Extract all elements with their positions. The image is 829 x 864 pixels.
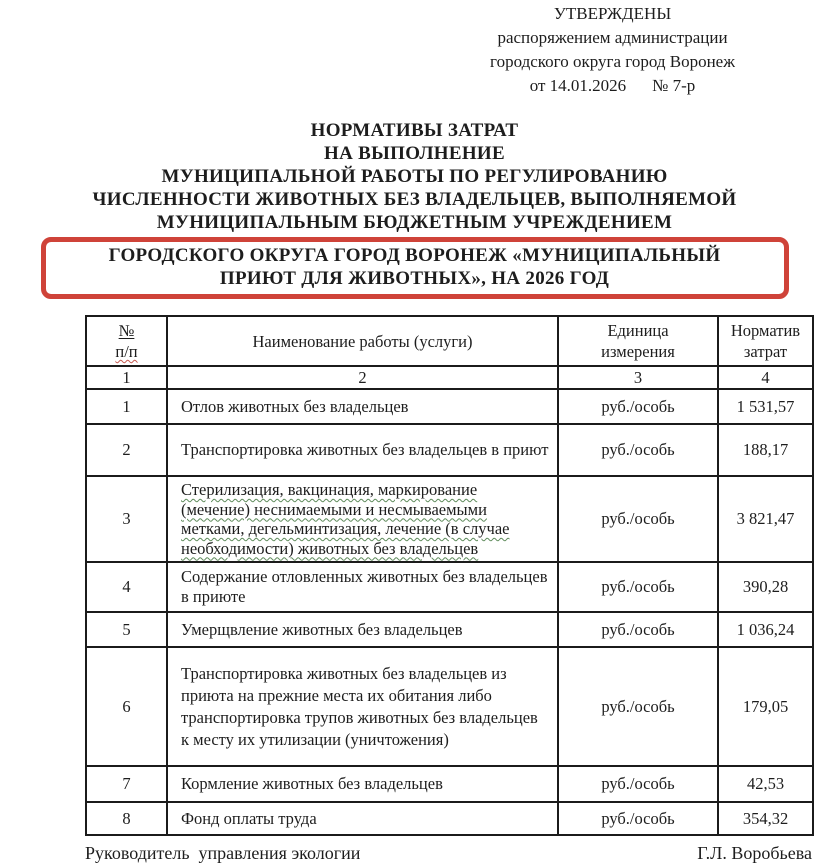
header-value-top: Норматив: [730, 321, 801, 340]
row-number: 4: [86, 562, 167, 612]
approval-number: № 7-р: [652, 76, 696, 95]
title-line-1: НОРМАТИВЫ ЗАТРАТ: [310, 120, 519, 141]
row-value: 390,28: [718, 562, 813, 612]
header-unit-bottom: измерения: [601, 342, 675, 361]
table-row: [86, 476, 813, 562]
title-boxed-line-2: ПРИЮТ ДЛЯ ЖИВОТНЫХ», НА 2026 ГОД: [219, 268, 610, 289]
header-value-bottom: затрат: [743, 342, 788, 361]
row-name: Фонд оплаты труда: [167, 802, 558, 835]
signature-name: Г.Л. Воробьева: [697, 843, 812, 863]
row-value: 3 821,47: [718, 476, 813, 562]
title-line-3: МУНИЦИПАЛЬНОЙ РАБОТЫ ПО РЕГУЛИРОВАНИЮ: [161, 166, 668, 187]
row-unit: руб./особь: [558, 424, 718, 476]
row-number: 5: [86, 612, 167, 647]
header-number-bottom: п/п: [115, 342, 138, 361]
document-title: [41, 119, 789, 299]
index-cell-2: 2: [167, 366, 558, 389]
row-name: Транспортировка животных без владельцев в приют: [167, 424, 558, 476]
signature-line: [85, 843, 812, 864]
row-unit: руб./особь: [558, 389, 718, 424]
row-unit: руб./особь: [558, 476, 718, 562]
row-unit: руб./особь: [558, 612, 718, 647]
table-row: [86, 802, 813, 835]
title-line-5: МУНИЦИПАЛЬНЫМ БЮДЖЕТНЫМ УЧРЕЖДЕНИЕМ: [156, 212, 673, 233]
table-header-row: [86, 316, 813, 366]
index-cell-3: 3: [558, 366, 718, 389]
index-cell-1: 1: [86, 366, 167, 389]
row-number: 7: [86, 766, 167, 802]
row-name: Кормление животных без владельцев: [167, 766, 558, 802]
row-number: 6: [86, 647, 167, 766]
table-row: [86, 647, 813, 766]
row-value: 354,32: [718, 802, 813, 835]
row-unit: руб./особь: [558, 766, 718, 802]
header-name-col: Наименование работы (услуги): [167, 316, 558, 366]
row-name: Транспортировка животных без владельцев из приюта на прежние места их обитания либо транспортировка трупов животных без владельцев к месту их утилизации (уничтожения): [167, 647, 558, 766]
row-unit: руб./особь: [558, 562, 718, 612]
table-row: [86, 424, 813, 476]
table-row: [86, 766, 813, 802]
row-value: 188,17: [718, 424, 813, 476]
red-highlight-box: [41, 237, 789, 299]
header-number-col: [86, 316, 167, 366]
squiggle-underlined-text: Стерилизация, вакцинация, маркирование (мечение) неснимаемыми и несмываемыми метками, дегельминтизация, лечение (в случае необходимости) животных без владельцев: [181, 480, 510, 558]
title-line-2: НА ВЫПОЛНЕНИЕ: [324, 143, 505, 164]
approval-line-2: распоряжением администрации: [497, 28, 728, 47]
row-value: 1 036,24: [718, 612, 813, 647]
table-row: [86, 389, 813, 424]
row-name: Содержание отловленных животных без владельцев в приюте: [167, 562, 558, 612]
cost-standards-table: [85, 315, 814, 836]
approval-line-1: УТВЕРЖДЕНЫ: [553, 4, 672, 23]
title-line-4: ЧИСЛЕННОСТИ ЖИВОТНЫХ БЕЗ ВЛАДЕЛЬЦЕВ, ВЫПОЛНЯЕМОЙ: [92, 189, 737, 210]
title-boxed-line-1: ГОРОДСКОГО ОКРУГА ГОРОД ВОРОНЕЖ «МУНИЦИПАЛЬНЫЙ: [108, 245, 721, 266]
row-number: 3: [86, 476, 167, 562]
approval-line-4: [440, 74, 785, 98]
row-number: 1: [86, 389, 167, 424]
row-number: 2: [86, 424, 167, 476]
row-number: 8: [86, 802, 167, 835]
table-row: [86, 612, 813, 647]
row-unit: руб./особь: [558, 802, 718, 835]
header-value-col: [718, 316, 813, 366]
header-number-top: №: [118, 321, 135, 340]
approval-line-3: городского округа город Воронеж: [490, 52, 735, 71]
row-value: 1 531,57: [718, 389, 813, 424]
row-name: Отлов животных без владельцев: [167, 389, 558, 424]
row-value: 42,53: [718, 766, 813, 802]
row-name: Умерщвление животных без владельцев: [167, 612, 558, 647]
row-value: 179,05: [718, 647, 813, 766]
approval-date: от 14.01.2026: [529, 76, 627, 95]
table-row: [86, 562, 813, 612]
row-name: [167, 476, 558, 562]
index-cell-4: 4: [718, 366, 813, 389]
approval-block: [440, 2, 785, 98]
column-index-row: [86, 366, 813, 389]
header-unit-col: [558, 316, 718, 366]
signature-title: Руководитель управления экологии: [85, 843, 361, 863]
document-page: [0, 2, 829, 863]
header-unit-top: Единица: [607, 321, 669, 340]
row-unit: руб./особь: [558, 647, 718, 766]
